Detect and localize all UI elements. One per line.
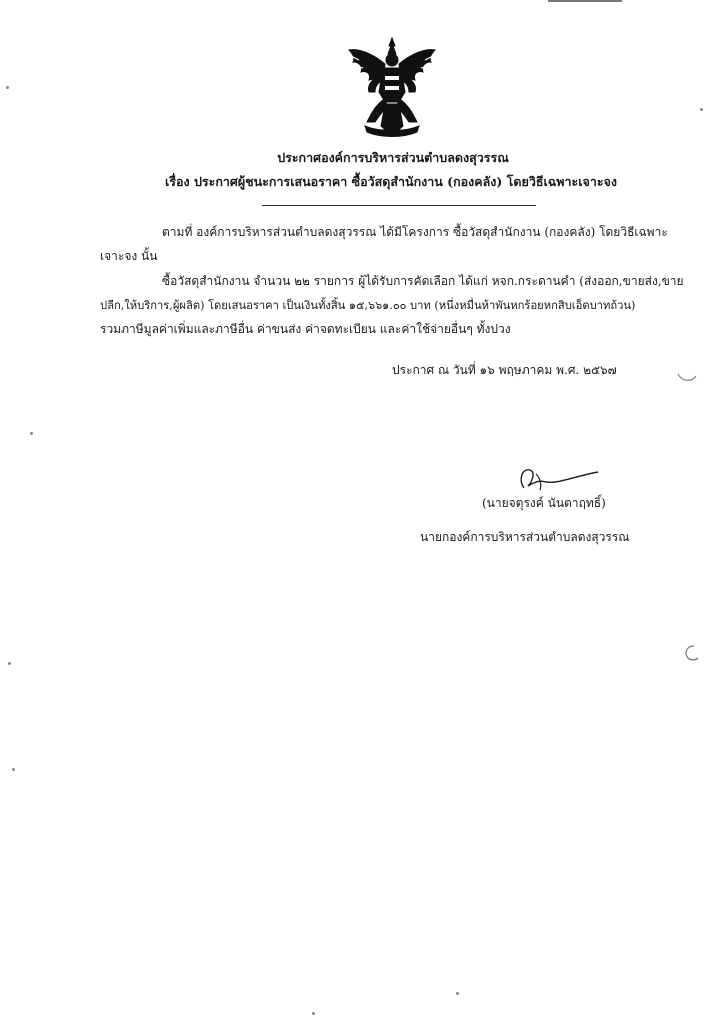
scan-artifact-arc: [676, 370, 698, 384]
signatory-name: (นายจตุรงค์ นันตาฤทธิ์): [482, 496, 606, 510]
scan-speck: [6, 86, 9, 89]
scan-speck: [456, 992, 459, 995]
paragraph-2-line-2: ปลีก,ให้บริการ,ผู้ผลิต) โดยเสนอราคา เป็นเงินทั้งสิ้น ๑๕,๖๖๑.๐๐ บาท (หนึ่งหมื่นห้าพันหกร้อยหกสิบเอ็ดบาทถ้วน): [100, 299, 636, 312]
paragraph-2-line-1: ซื้อวัสดุสำนักงาน จำนวน ๒๒ รายการ ผู้ได้รับการคัดเลือก ได้แก่ หจก.กระดานคำ (ส่งออก,ขายส่ง,ขาย: [162, 274, 684, 288]
signatory-position: นายกองค์การบริหารส่วนตำบลดงสุวรรณ: [420, 530, 630, 544]
paragraph-2-line-3: รวมภาษีมูลค่าเพิ่มและภาษีอื่น ค่าขนส่ง ค่าจดทะเบียน และค่าใช้จ่ายอื่นๆ ทั้งปวง: [100, 322, 511, 336]
scan-speck: [12, 768, 15, 771]
garuda-emblem-icon: [345, 36, 439, 140]
heading-divider: [262, 205, 536, 206]
paragraph-1-line-1: ตามที่ องค์การบริหารส่วนตำบลดงสุวรรณ ได้มีโครงการ ซื้อวัสดุสำนักงาน (กองคลัง) โดยวิธีเฉพาะ: [162, 225, 668, 239]
paragraph-1-line-2: เจาะจง นั้น: [100, 249, 158, 263]
announcement-date: ประกาศ ณ วันที่ ๑๖ พฤษภาคม พ.ศ. ๒๕๖๗: [392, 363, 617, 377]
scan-artifact-circle: [680, 642, 702, 664]
handwritten-signature: [510, 460, 606, 496]
announcement-heading: ประกาศองค์การบริหารส่วนตำบลดงสุวรรณ: [277, 150, 509, 165]
scan-edge-mark: [548, 0, 622, 2]
scan-speck: [30, 432, 33, 435]
scan-speck: [700, 108, 703, 111]
scan-speck: [312, 1012, 315, 1015]
scan-speck: [8, 662, 11, 665]
announcement-subject: เรื่อง ประกาศผู้ชนะการเสนอราคา ซื้อวัสดุสำนักงาน (กองคลัง) โดยวิธีเฉพาะเจาะจง: [165, 174, 617, 189]
